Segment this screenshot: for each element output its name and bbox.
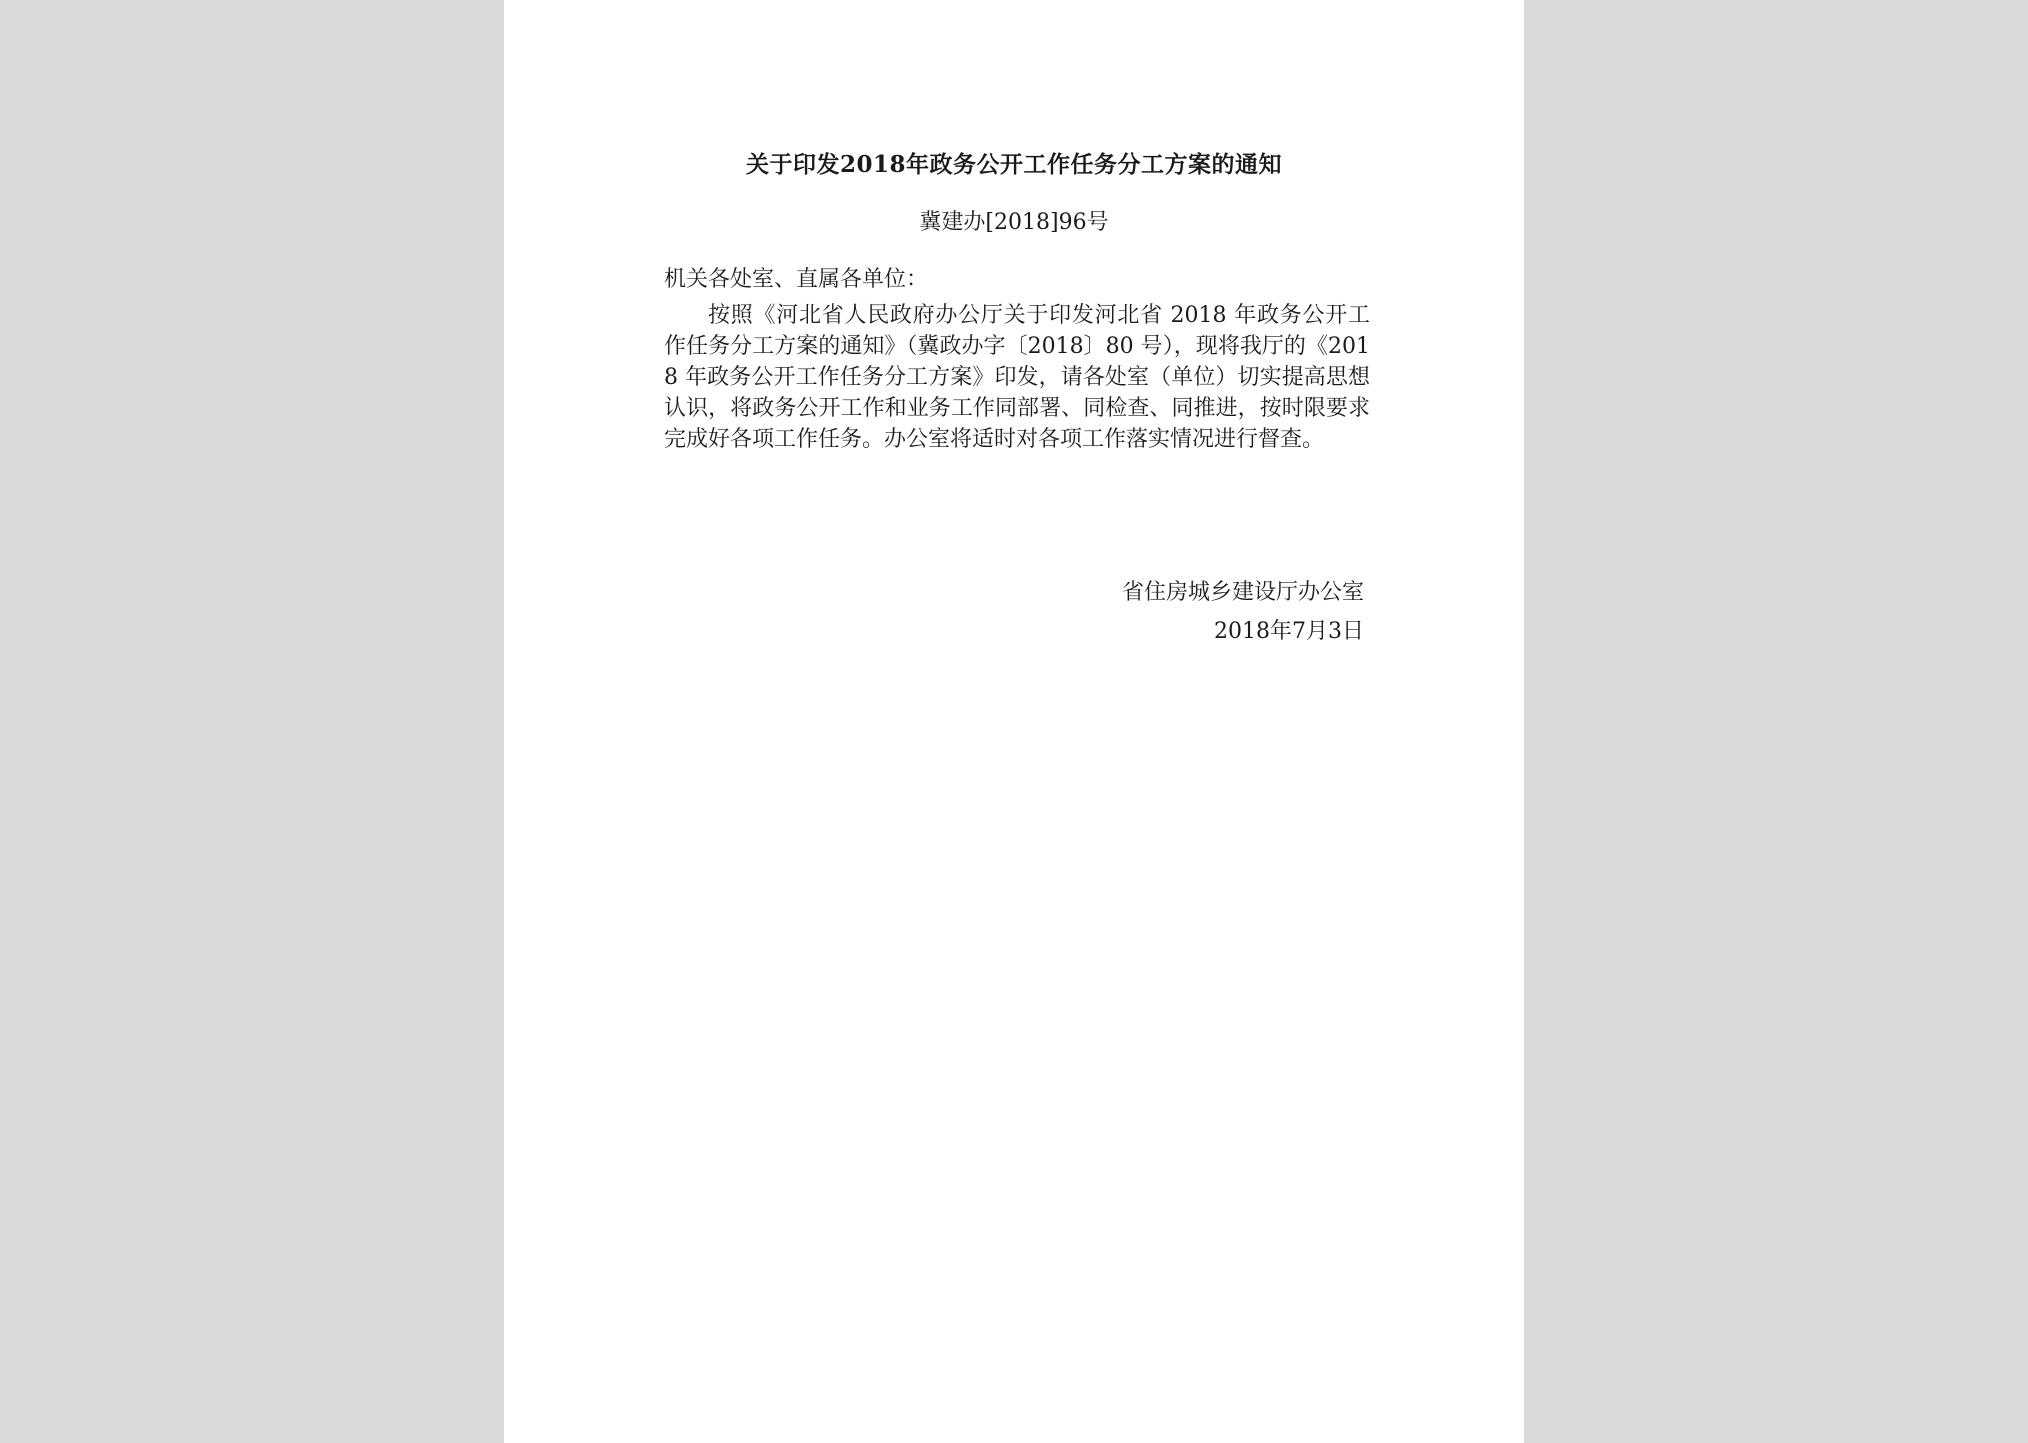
document-number: 冀建办[2018]96号 xyxy=(919,210,1109,235)
body-paragraph: 按照《河北省人民政府办公厅关于印发河北省 2018 年政务公开工作任务分工方案的通知》（冀政办字〔2018〕80 号），现将我厅的《2018 年政务公开工作任务分工方案》印发，请各处室（单位）切实提高思想认识，将政务公开工作和业务工作同部署、同检查、同推进，按时限要求完成好各项工作任务。办公室将适时对各项工作落实情况进行督查。 xyxy=(664,303,1370,452)
document-title: 关于印发2018年政务公开工作任务分工方案的通知 xyxy=(745,151,1282,178)
document-page xyxy=(504,0,1524,1443)
salutation: 机关各处室、直属各单位： xyxy=(664,267,929,292)
signature-date: 2018年7月3日 xyxy=(1214,619,1364,644)
signature-organization: 省住房城乡建设厅办公室 xyxy=(1121,580,1364,605)
